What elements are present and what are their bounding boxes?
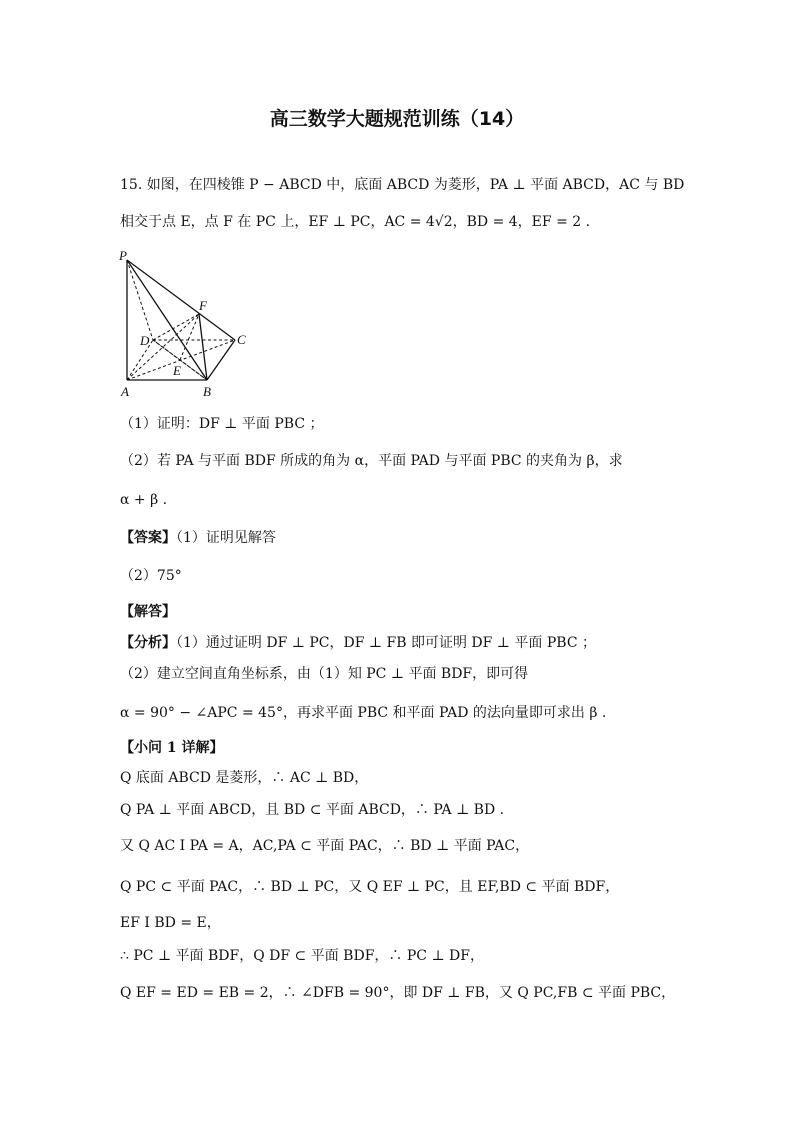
pyramid-figure (115, 248, 255, 403)
label-E: E (173, 363, 181, 378)
answer-part2: （2）75° (120, 568, 182, 584)
page-title: 高三数学大题规范训练（14） (269, 108, 525, 130)
question-2-line2: α + β . (120, 492, 168, 508)
label-C: C (237, 332, 246, 347)
answer-heading: 【答案】 (120, 530, 176, 546)
label-P: P (119, 248, 127, 263)
solution-step: Q EF = ED = EB = 2，∴ ∠DFB = 90°，即 DF ⊥ FB，又 Q PC,FB ⊂ 平面 PBC， (120, 985, 676, 1001)
answer-line1 (120, 528, 276, 548)
question-1: （1）证明：DF ⊥ 平面 PBC ； (120, 416, 324, 432)
label-F: F (199, 298, 207, 313)
edge-BC (207, 340, 235, 380)
edge-PC (127, 260, 235, 340)
edge-PB (127, 260, 207, 380)
detail-heading: 【小问 1 详解】 (120, 740, 224, 756)
solution-heading: 【解答】 (120, 604, 176, 620)
solution-step: 又 Q AC I PA = A，AC,PA ⊂ 平面 PAC，∴ BD ⊥ 平面 PAC， (120, 838, 530, 854)
solution-step: ∴ PC ⊥ 平面 BDF，Q DF ⊂ 平面 BDF，∴ PC ⊥ DF， (120, 948, 484, 964)
analysis-line2: （2）建立空间直角坐标系，由（1）知 PC ⊥ 平面 BDF，即可得 (120, 666, 529, 682)
edge-PD (127, 260, 153, 340)
question-2-line1: （2）若 PA 与平面 BDF 所成的角为 α，平面 PAD 与平面 PBC 的夹角为 β，求 (120, 453, 623, 469)
answer-part1: （1）证明见解答 (176, 530, 276, 546)
analysis-heading: 【分析】 (120, 635, 176, 651)
analysis-line1 (120, 633, 596, 653)
label-A: A (121, 384, 129, 399)
solution-step: Q PA ⊥ 平面 ABCD，且 BD ⊂ 平面 ABCD，∴ PA ⊥ BD . (120, 802, 505, 818)
analysis-text1: （1）通过证明 DF ⊥ PC，DF ⊥ FB 即可证明 DF ⊥ 平面 PBC ； (176, 635, 596, 651)
solution-step: Q 底面 ABCD 是菱形，∴ AC ⊥ BD， (120, 770, 369, 786)
edge-DF (153, 314, 199, 340)
solution-step: EF I BD = E， (120, 915, 221, 931)
label-D: D (140, 333, 150, 348)
problem-stem-line2: 相交于点 E，点 F 在 PC 上，EF ⊥ PC，AC = 4√2，BD = 4，EF = 2 . (120, 214, 591, 230)
label-B: B (203, 384, 211, 399)
analysis-line3: α = 90° − ∠APC = 45°，再求平面 PBC 和平面 PAD 的法向量即可求出 β . (120, 705, 607, 721)
problem-stem-line1: 15. 如图，在四棱锥 P − ABCD 中，底面 ABCD 为菱形，PA ⊥ 平面 ABCD，AC 与 BD (120, 177, 685, 193)
solution-step: Q PC ⊂ 平面 PAC，∴ BD ⊥ PC，又 Q EF ⊥ PC，且 EF,BD ⊂ 平面 BDF， (120, 879, 620, 895)
